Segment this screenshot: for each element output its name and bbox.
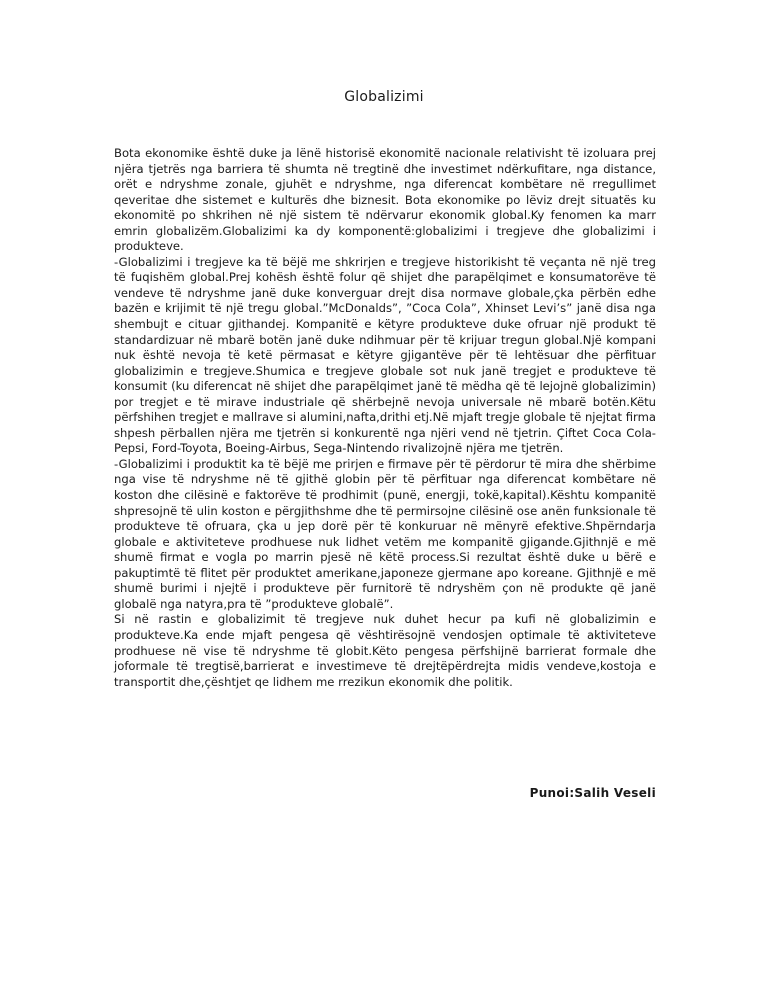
paragraph-market-globalization: -Globalizimi i tregjeve ka të bëjë me shkrirjen e tregjeve historikisht të veçanta në një treg të fuqishëm global.Prej kohësh është folur që shijet dhe parapëlqimet e konsumatorëve të vendeve të ndryshme janë duke konverguar drejt disa normave globale,çka përbën edhe bazën e krijimit të një tregu global.”McDonalds”, ”Coca Cola”, Xhinset Levi’s” janë disa nga shembujt e cituar gjithandej. Kompanitë e këtyre produkteve duke ofruar një produkt të standardizuar në mbarë botën janë duke ndihmuar për të krijuar tregun global.Një kompani nuk është nevoja të ketë përmasat e këtyre gjigantëve për të lehtësuar dhe përfituar globalizimin e tregjeve.Shumica e tregjeve globale sot nuk janë tregjet e produkteve të konsumit (ku diferencat në shijet dhe parapëlqimet janë të mëdha që të lejojnë globalizimin) por tregjet e të mirave industriale që shërbejnë nevoja universale në mbarë botën.Këtu përfshihen tregjet e mallrave si alumini,nafta,drithi etj.Në mjaft tregje globale të njejtat firma shpesh përballen njëra me tjetrën si konkurentë nga njëri vend në tjetrin. Çiftet Coca Cola-Pepsi, Ford-Toyota, Boeing-Airbus, Sega-Nintendo rivalizojnë njëra me tjetrën. <box>114 254 657 456</box>
document-title: Globalizimi <box>344 89 424 105</box>
document-body <box>114 146 656 690</box>
paragraph-conclusion: Si në rastin e globalizimit të tregjeve nuk duhet hecur pa kufi në globalizimin e produkteve.Ka ende mjaft pengesa që vështirësojnë vendosjen optimale të aktiviteteve prodhuese në vise të ndryshme të globit.Këto pengesa përfshijnë barrierat formale dhe joformale të tregtisë,barrierat e investimeve të drejtëpërdrejta midis vendeve,kostoja e transportit dhe,çështjet qe lidhem me rrezikun ekonomik dhe politik. <box>114 612 656 689</box>
author-signature: Punoi:Salih Veseli <box>529 786 656 800</box>
paragraph-intro: Bota ekonomike është duke ja lënë historisë ekonomitë nacionale relativisht të izoluara prej njëra tjetrës nga barriera të shumta në tregtinë dhe investimet ndërkufitare, nga distance, orët e ndryshme zonale, gjuhët e ndryshme, nga diferencat kombëtare në rregullimet qeveritae dhe sistemet e kulturës dhe biznesit. Bota ekonomike po lëviz drejt situatës ku ekonomitë po shkrihen në një sistem të ndërvarur ekonomik global.Ky fenomen ka marr emrin globalizëm.Globalizimi ka dy komponentë:globalizimi i tregjeve dhe globalizimi i produkteve. <box>114 146 656 254</box>
paragraph-product-globalization: -Globalizimi i produktit ka të bëjë me prirjen e firmave për të përdorur të mira dhe shërbime nga vise të ndryshme në të gjithë globin për të përfituar nga diferencat kombëtare në koston dhe cilësinë e faktorëve të prodhimit (punë, energji, tokë,kapital).Kështu kompanitë shpresojnë të ulin koston e përgjithshme dhe të permirsojne cilësinë ose anën funksionale të produkteve të ofruara, çka u jep dorë për të konkuruar në mënyrë efektive.Shpërndarja globale e aktiviteteve prodhuese nuk lidhet vetëm me kompanitë gjigande.Gjithnjë e më shumë firmat e vogla po marrin pjesë në këtë process.Si rezultat është duke u bërë e pakuptimtë të flitet për produktet amerikane,japoneze gjermane apo koreane. Gjithnjë e më shumë burimi i njejtë i produkteve për furnitorë të ndryshëm çon në produkte që janë globalë nga natyra,pra të ”produkteve globalë”. <box>114 456 656 611</box>
